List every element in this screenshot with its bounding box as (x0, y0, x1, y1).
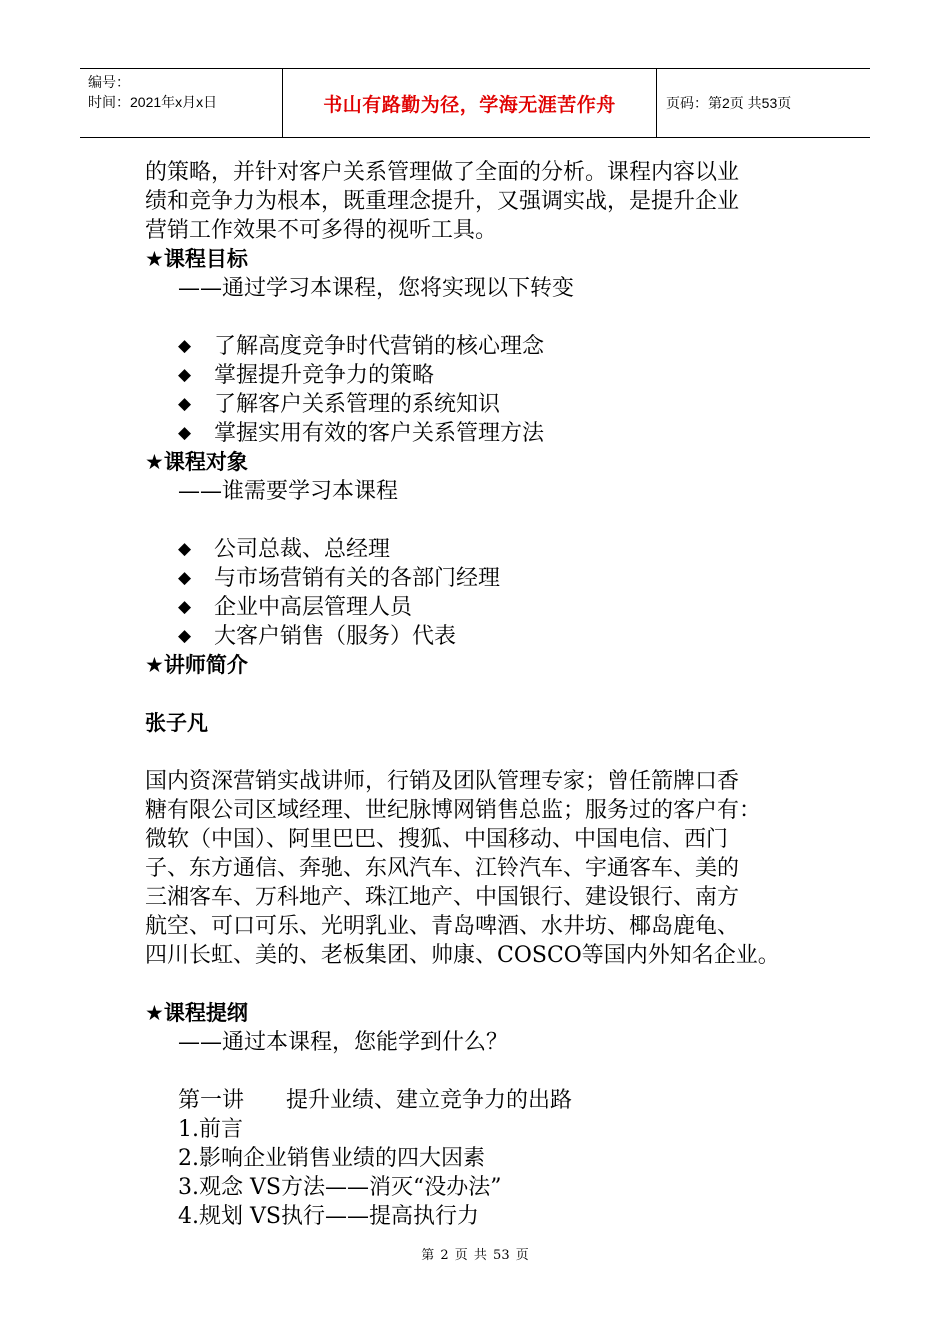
header-motto: 书山有路勤为径，学海无涯苦作舟 (323, 94, 616, 116)
bio-line: 糖有限公司区域经理、世纪脉博网销售总监；服务过的客户有： (145, 798, 762, 823)
outline-subtitle: ——通过本课程，您能学到什么？ (178, 1030, 509, 1055)
lecture-title: 第一讲 提升业绩、建立竞争力的出路 (178, 1088, 572, 1113)
bio-line: 国内资深营销实战讲师，行销及团队管理专家；曾任箭牌口香 (145, 769, 740, 794)
header-info (88, 72, 283, 112)
list-item: ◆ 了解高度竞争时代营销的核心理念 (178, 334, 545, 359)
bio-line: 四川长虹、美的、老板集团、帅康、COSCO等国内外知名企业。 (145, 943, 780, 968)
audience-subtitle: ——谁需要学习本课程 (178, 479, 399, 504)
outline-heading: ★课程提纲 (145, 1001, 248, 1025)
audience-heading: ★课程对象 (145, 450, 248, 474)
list-item: ◆ 掌握提升竞争力的策略 (178, 363, 435, 388)
diamond-bullet-icon: ◆ (178, 626, 192, 646)
bio-line: 三湘客车、万科地产、珠江地产、中国银行、建设银行、南方 (145, 885, 740, 910)
document-body (145, 158, 825, 1231)
list-item: ◆ 公司总裁、总经理 (178, 537, 391, 562)
bio-line: 子、东方通信、奔驰、东风汽车、江铃汽车、宇通客车、美的 (145, 856, 740, 881)
diamond-bullet-icon: ◆ (178, 423, 192, 443)
time-label: 时间：2021年x月x日 (88, 94, 218, 110)
page-footer: 第 2 页 共 53 页 (421, 1248, 529, 1263)
page-header (80, 68, 870, 138)
goals-subtitle: ——通过学习本课程，您将实现以下转变 (178, 276, 575, 301)
list-item: ◆ 了解客户关系管理的系统知识 (178, 392, 501, 417)
bio-line: 航空、可口可乐、光明乳业、青岛啤酒、水井坊、椰岛鹿龟、 (145, 914, 740, 939)
outline-item: 3.观念 VS方法——消灭“没办法” (178, 1175, 502, 1200)
lecturer-heading: ★讲师简介 (145, 653, 248, 677)
list-item: ◆ 大客户销售（服务）代表 (178, 624, 457, 649)
header-page-label: 页码：第2页 共53页 (666, 95, 792, 111)
header-divider (656, 69, 657, 137)
diamond-bullet-icon: ◆ (178, 568, 192, 588)
intro-line: 的策略，并针对客户关系管理做了全面的分析。课程内容以业 (145, 160, 740, 185)
intro-line: 营销工作效果不可多得的视听工具。 (145, 218, 498, 243)
list-item: ◆ 掌握实用有效的客户关系管理方法 (178, 421, 545, 446)
bio-line: 微软（中国）、阿里巴巴、搜狐、中国移动、中国电信、西门 (145, 827, 729, 852)
goals-heading: ★课程目标 (145, 247, 248, 271)
outline-item: 4.规划 VS执行——提高执行力 (178, 1204, 479, 1229)
diamond-bullet-icon: ◆ (178, 597, 192, 617)
diamond-bullet-icon: ◆ (178, 539, 192, 559)
outline-item: 1.前言 (178, 1117, 243, 1142)
diamond-bullet-icon: ◆ (178, 365, 192, 385)
diamond-bullet-icon: ◆ (178, 394, 192, 414)
list-item: ◆ 企业中高层管理人员 (178, 595, 413, 620)
intro-line: 绩和竞争力为根本，既重理念提升，又强调实战，是提升企业 (145, 189, 740, 214)
list-item: ◆ 与市场营销有关的各部门经理 (178, 566, 501, 591)
lecturer-name: 张子凡 (145, 711, 208, 735)
diamond-bullet-icon: ◆ (178, 336, 192, 356)
outline-item: 2.影响企业销售业绩的四大因素 (178, 1146, 485, 1171)
number-label: 编号： (88, 74, 130, 90)
